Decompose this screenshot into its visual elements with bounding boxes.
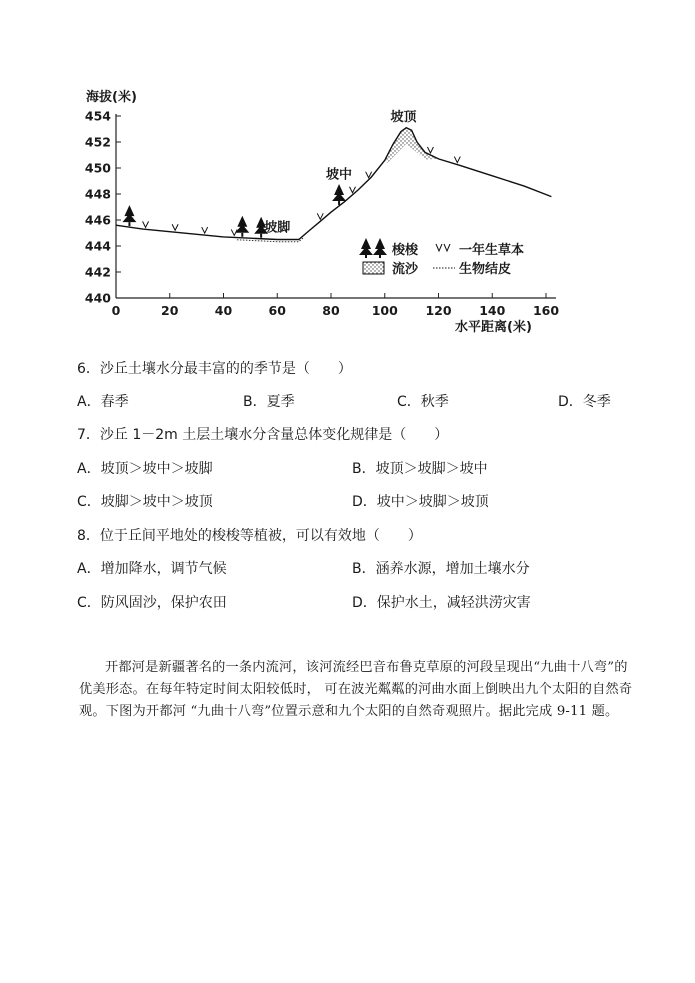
q6-option-b[interactable]: B．夏季 [243,394,295,410]
grass-marker [143,221,149,227]
chart-legend [359,238,524,277]
q6-option-d[interactable]: D．冬季 [558,394,611,410]
q8-option-b[interactable]: B．涵养水源，增加土壤水分 [352,561,530,577]
y-axis-label: 海拔(米) [86,90,137,105]
q7-option-c[interactable]: C．坡脚＞坡中＞坡顶 [77,494,213,510]
x-tick-label: 100 [371,303,398,318]
profile-annotation: 坡中 [326,167,353,183]
y-tick-label: 448 [84,186,111,202]
y-tick-label: 450 [84,160,111,176]
x-ticks [112,293,560,318]
x-tick-label: 20 [161,303,179,318]
x-axis-label: 水平距离(米) [455,320,532,335]
y-tick-label: 454 [84,108,111,124]
q7-option-d[interactable]: D．坡中＞坡脚＞坡顶 [352,494,489,510]
grass-marker [427,147,433,153]
x-tick-label: 60 [268,303,286,318]
q8-option-a[interactable]: A．增加降水，调节气候 [77,561,227,577]
grass-marker [350,187,356,193]
y-tick-label: 440 [84,290,111,306]
question-7-stem: 7．沙丘 1－2m 土层土壤水分含量总体变化规律是（ ） [77,427,449,443]
q8-option-c[interactable]: C．防风固沙，保护农田 [77,595,227,611]
question-8-stem: 8．位于丘间平地处的梭梭等植被，可以有效地（ ） [77,528,422,544]
reading-passage: 开都河是新疆著名的一条内流河，该河流经巴音布鲁克草原的河段呈现出“九曲十八弯”的优美形态。在每年特定时间太阳较低时， 可在波光粼粼的河曲水面上倒映出九个太阳的自然奇观。下图为开都河 “九曲十八弯”位置示意和九个太阳的自然奇观照片。据此完成 9-11 题。 [79,660,633,719]
x-tick-label: 140 [479,303,506,318]
x-tick-label: 40 [214,303,233,318]
y-tick-label: 446 [84,212,111,228]
tree-marker [122,205,136,226]
profile-annotation: 坡顶 [390,110,417,126]
x-tick-label: 0 [111,303,121,318]
legend-label-grass: 一年生草本 [459,243,525,258]
dune-profile-chart [0,0,695,345]
grass-markers [143,147,461,235]
tree-marker [235,216,249,237]
question-6-stem: 6．沙丘土壤水分最丰富的的季节是（ ） [77,361,352,377]
profile-line [116,128,551,240]
x-tick-label: 160 [532,303,560,318]
q8-option-d[interactable]: D．保护水土，减轻洪涝灾害 [352,595,531,611]
profile-annotations [264,109,417,236]
tree-markers [122,184,346,238]
y-tick-label: 444 [84,238,111,254]
sand-box-icon [363,262,384,274]
legend-label-sand: 流沙 [392,262,419,277]
q6-option-c[interactable]: C．秋季 [397,394,449,410]
y-tick-label: 452 [84,134,111,150]
q6-option-a[interactable]: A．春季 [77,394,129,410]
legend-label-crust: 生物结皮 [459,262,512,277]
profile-annotation: 坡脚 [264,220,291,236]
legend-label-tree: 梭梭 [392,243,419,258]
tree-icon [359,238,387,258]
grass-icon [436,244,450,251]
y-tick-label: 442 [84,264,111,280]
q7-option-b[interactable]: B．坡顶＞坡脚＞坡中 [352,461,488,477]
q7-option-a[interactable]: A．坡顶＞坡中＞坡脚 [77,461,213,477]
grass-marker [172,224,178,230]
grass-marker [454,157,460,163]
x-tick-label: 80 [322,303,340,318]
grass-marker [317,213,323,219]
x-tick-label: 120 [425,303,452,318]
grass-marker [202,227,208,233]
